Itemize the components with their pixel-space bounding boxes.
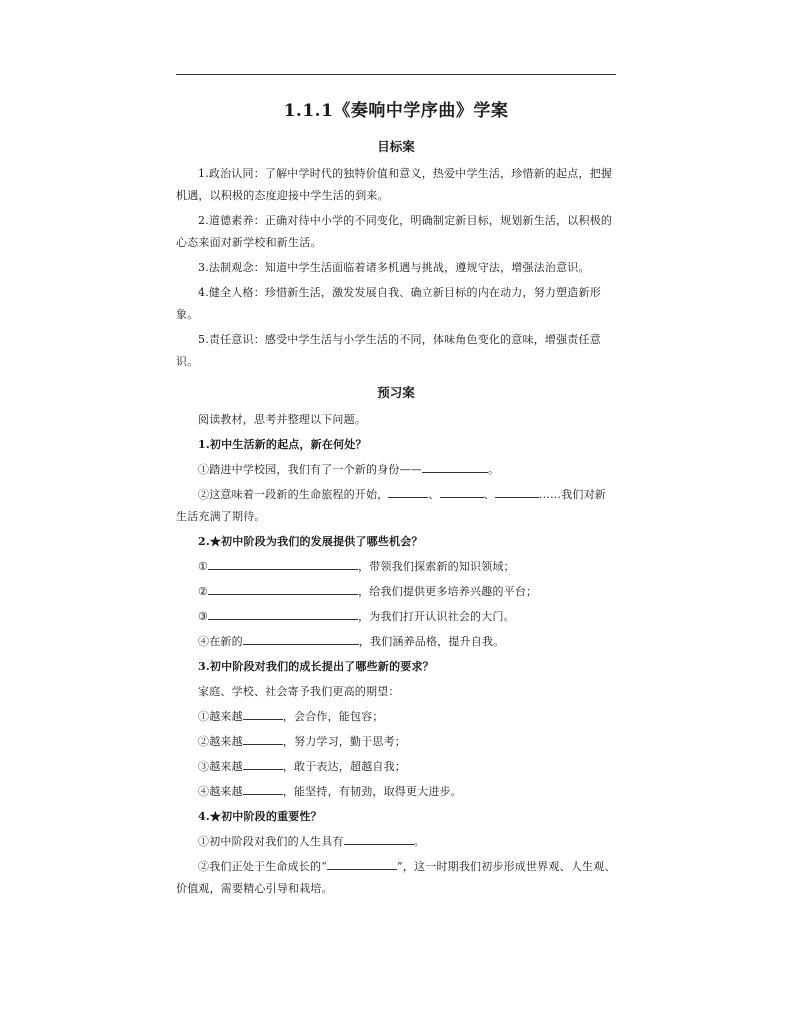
preview-heading: 预习案 [377,385,415,400]
goal-item: 4.健全人格：珍惜新生活，激发发展自我、确立新目标的内在动力，努力塑造新形象。 [176,286,601,321]
preview-intro: 阅读教材，思考并整理以下问题。 [198,413,366,426]
goals-heading: 目标案 [377,139,415,154]
question-3-title: 3.初中阶段对我们的成长提出了哪些新的要求？ [198,660,434,673]
q1-answer-1: ①踏进中学校园，我们有了一个新的身份—— 。 [176,459,616,481]
q3-intro: 家庭、学校、社会寄予我们更高的期望： [198,685,400,698]
question-1-title: 1.初中生活新的起点，新在何处？ [198,438,367,451]
goal-item: 3.法制观念：知道中学生活面临着诸多机遇与挑战，遵规守法，增强法治意识。 [198,261,590,274]
q2-answer-2: ② ，给我们提供更多培养兴趣的平台； [176,581,616,603]
fill-blank[interactable] [243,632,359,645]
fill-blank[interactable] [243,707,283,720]
q4-answer-1: ①初中阶段对我们的人生具有 。 [176,831,616,853]
header-rule [176,74,616,75]
fill-blank[interactable] [388,485,428,498]
fill-blank[interactable] [208,607,358,620]
question-2-title: 2.★初中阶段为我们的发展提供了哪些机会？ [198,535,423,548]
q3-answer-4: ④越来越 ，能坚持，有韧劲，取得更大进步。 [176,781,616,803]
fill-blank[interactable] [243,732,283,745]
fill-blank[interactable] [243,782,283,795]
goal-item: 1.政治认同：了解中学时代的独特价值和意义，热爱中学生活，珍惜新的起点，把握机遇，以积极的态度迎接中学生活的到来。 [176,167,613,202]
q2-answer-3: ③ ，为我们打开认识社会的大门。 [176,606,616,628]
fill-blank[interactable] [495,485,539,498]
fill-blank[interactable] [208,557,358,570]
q2-answer-4: ④在新的 ，我们涵养品格，提升自我。 [176,631,616,653]
question-4-title: 4.★初中阶段的重要性？ [198,810,322,823]
q1-answer-2: ②这意味着一段新的生命旅程的开始， 、 、 ……我们对新生活充满了期待。 [176,484,616,528]
fill-blank[interactable] [208,582,358,595]
q3-answer-1: ①越来越 ，会合作，能包容； [176,706,616,728]
q2-answer-1: ① ，带领我们探索新的知识领域； [176,556,616,578]
goal-item: 2.道德素养：正确对待中小学的不同变化，明确制定新目标，规划新生活，以积极的心态来面对新学校和新生活。 [176,214,613,249]
q4-answer-2: ②我们正处于生命成长的“ ”，这一时期我们初步形成世界观、人生观、价值观，需要精心引导和栽培。 [176,856,616,900]
goal-item: 5.责任意识：感受中学生活与小学生活的不同，体味角色变化的意味，增强责任意识。 [176,333,601,368]
fill-blank[interactable] [440,485,484,498]
fill-blank[interactable] [243,757,283,770]
fill-blank[interactable] [422,460,488,473]
fill-blank[interactable] [344,832,414,845]
q3-answer-3: ③越来越 ，敢于表达，超越自我； [176,756,616,778]
document-title: 1.1.1《奏响中学序曲》学案 [283,101,509,121]
document-body [176,96,616,903]
q3-answer-2: ②越来越 ，努力学习，勤于思考； [176,731,616,753]
fill-blank[interactable] [327,857,397,870]
